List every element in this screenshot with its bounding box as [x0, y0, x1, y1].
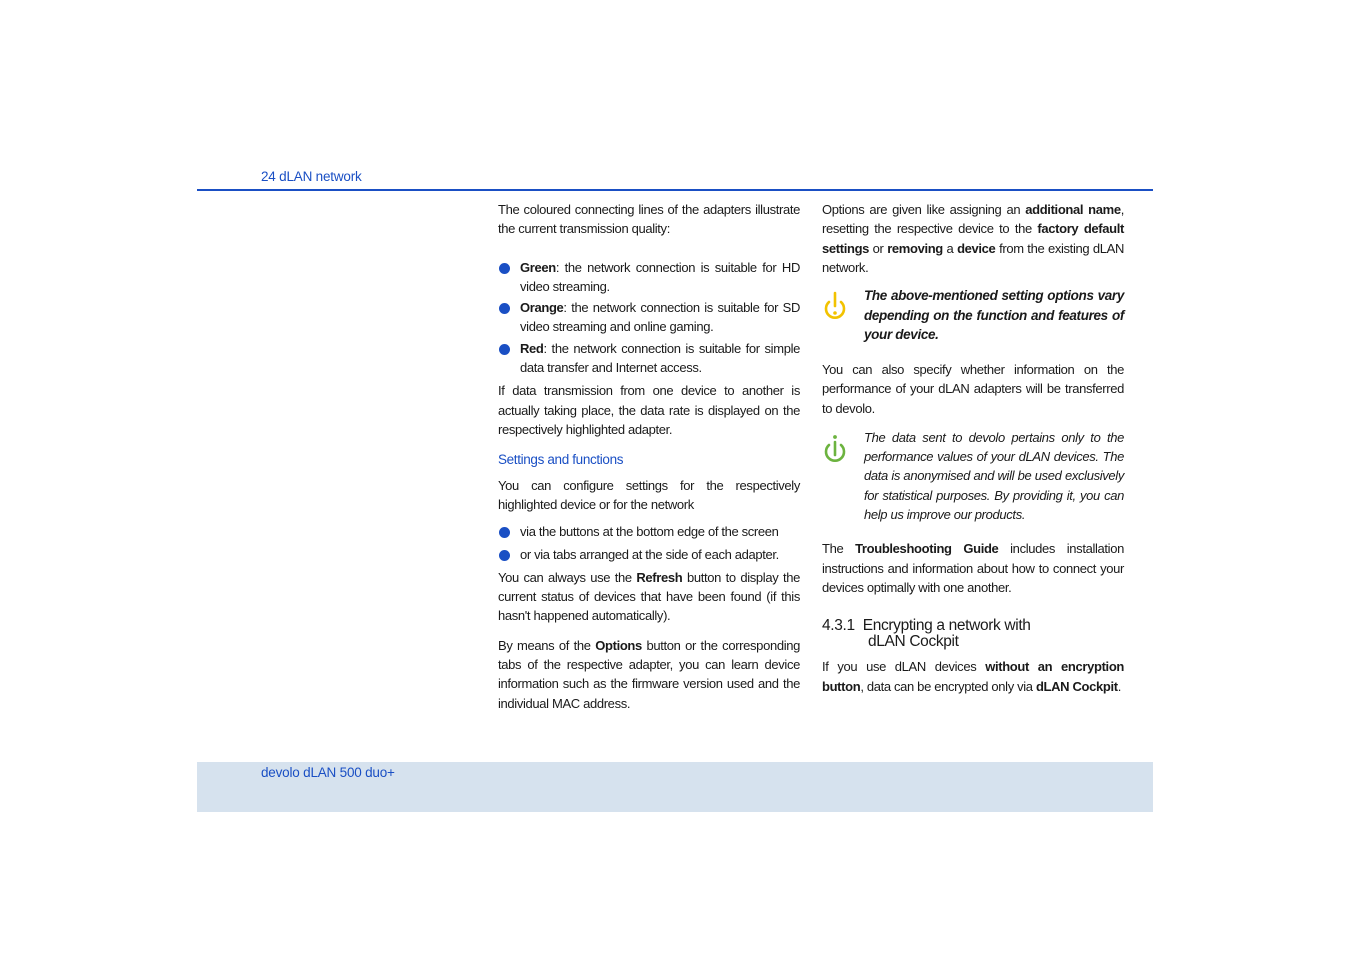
- settings-heading: Settings and functions: [498, 452, 624, 468]
- left-column: [498, 200, 800, 713]
- bullet-dot-icon: [499, 550, 510, 561]
- right-column: [822, 200, 1124, 696]
- list-item-red: [498, 339, 800, 378]
- settings-intro: You can configure settings for the respectively highlighted device or for the network: [498, 477, 800, 512]
- bullet-dot-icon: [499, 303, 510, 314]
- options-paragraph-2: Options are given like assigning an additional name, resetting the respective device to the factory default settings or removing a device from the existing dLAN network.: [822, 202, 1124, 275]
- list-item-buttons: via the buttons at the bottom edge of the screen: [498, 522, 800, 541]
- refresh-paragraph: You can always use the Refresh button to display the current status of devices that have been found (if this hasn't happened automatically).: [498, 569, 800, 624]
- attention-icon: [822, 290, 848, 329]
- list-item-orange: [498, 298, 800, 337]
- specify-paragraph: You can also specify whether information on the performance of your dLAN adapters will be transferred to devolo.: [822, 361, 1124, 416]
- section-title-line-1: Encrypting a network with: [862, 617, 1031, 635]
- encrypt-paragraph: If you use dLAN devices without an encryption button, data can be encrypted only via dLAN Cockpit.: [822, 659, 1125, 694]
- info-note: [822, 428, 1124, 524]
- section-title-line-2: dLAN Cockpit: [868, 633, 959, 651]
- settings-list: [498, 522, 800, 565]
- troubleshooting-paragraph: The Troubleshooting Guide includes installation instructions and information about how to connect your devices optimally with one another.: [822, 541, 1124, 595]
- intro-paragraph: The coloured connecting lines of the adapters illustrate the current transmission quality:: [498, 202, 800, 237]
- list-item-green: [498, 258, 800, 297]
- warning-text: The above-mentioned setting options vary depending on the function and features of your device.: [864, 288, 1124, 343]
- bullet-dot-icon: [499, 263, 510, 274]
- running-footer: devolo dLAN 500 duo+: [261, 765, 395, 780]
- bullet-dot-icon: [499, 344, 510, 355]
- info-text: The data sent to devolo pertains only to the performance values of your dLAN devices. The data is anonymised and will be used exclusively for statistical purposes. By providing it, you can help us improve our products.: [864, 429, 1124, 523]
- warning-note: [822, 286, 1124, 345]
- list-item-tabs: or via tabs arranged at the side of each adapter.: [498, 545, 800, 564]
- term-red: Red: [520, 340, 544, 356]
- section-heading: [822, 618, 1124, 650]
- term-green: Green: [520, 259, 556, 275]
- text-green: : the network connection is suitable for HD video streaming.: [520, 259, 800, 294]
- text-orange: : the network connection is suitable for SD video streaming and online gaming.: [520, 300, 800, 335]
- term-orange: Orange: [520, 300, 564, 316]
- section-number: 4.3.1: [822, 617, 855, 635]
- transmission-paragraph: If data transmission from one device to another is actually taking place, the data rate is displayed on the respectively highlighted adapter.: [498, 383, 800, 437]
- text-red: : the network connection is suitable for simple data transfer and Internet access.: [520, 340, 800, 376]
- header-rule: [197, 189, 1153, 191]
- quality-list: [498, 258, 800, 378]
- options-paragraph: By means of the Options button or the corresponding tabs of the respective adapter, you can learn device information such as the firmware version used and the individual MAC address.: [498, 637, 801, 711]
- info-icon: [822, 432, 848, 471]
- bullet-dot-icon: [499, 527, 510, 538]
- running-header: 24 dLAN network: [261, 169, 362, 184]
